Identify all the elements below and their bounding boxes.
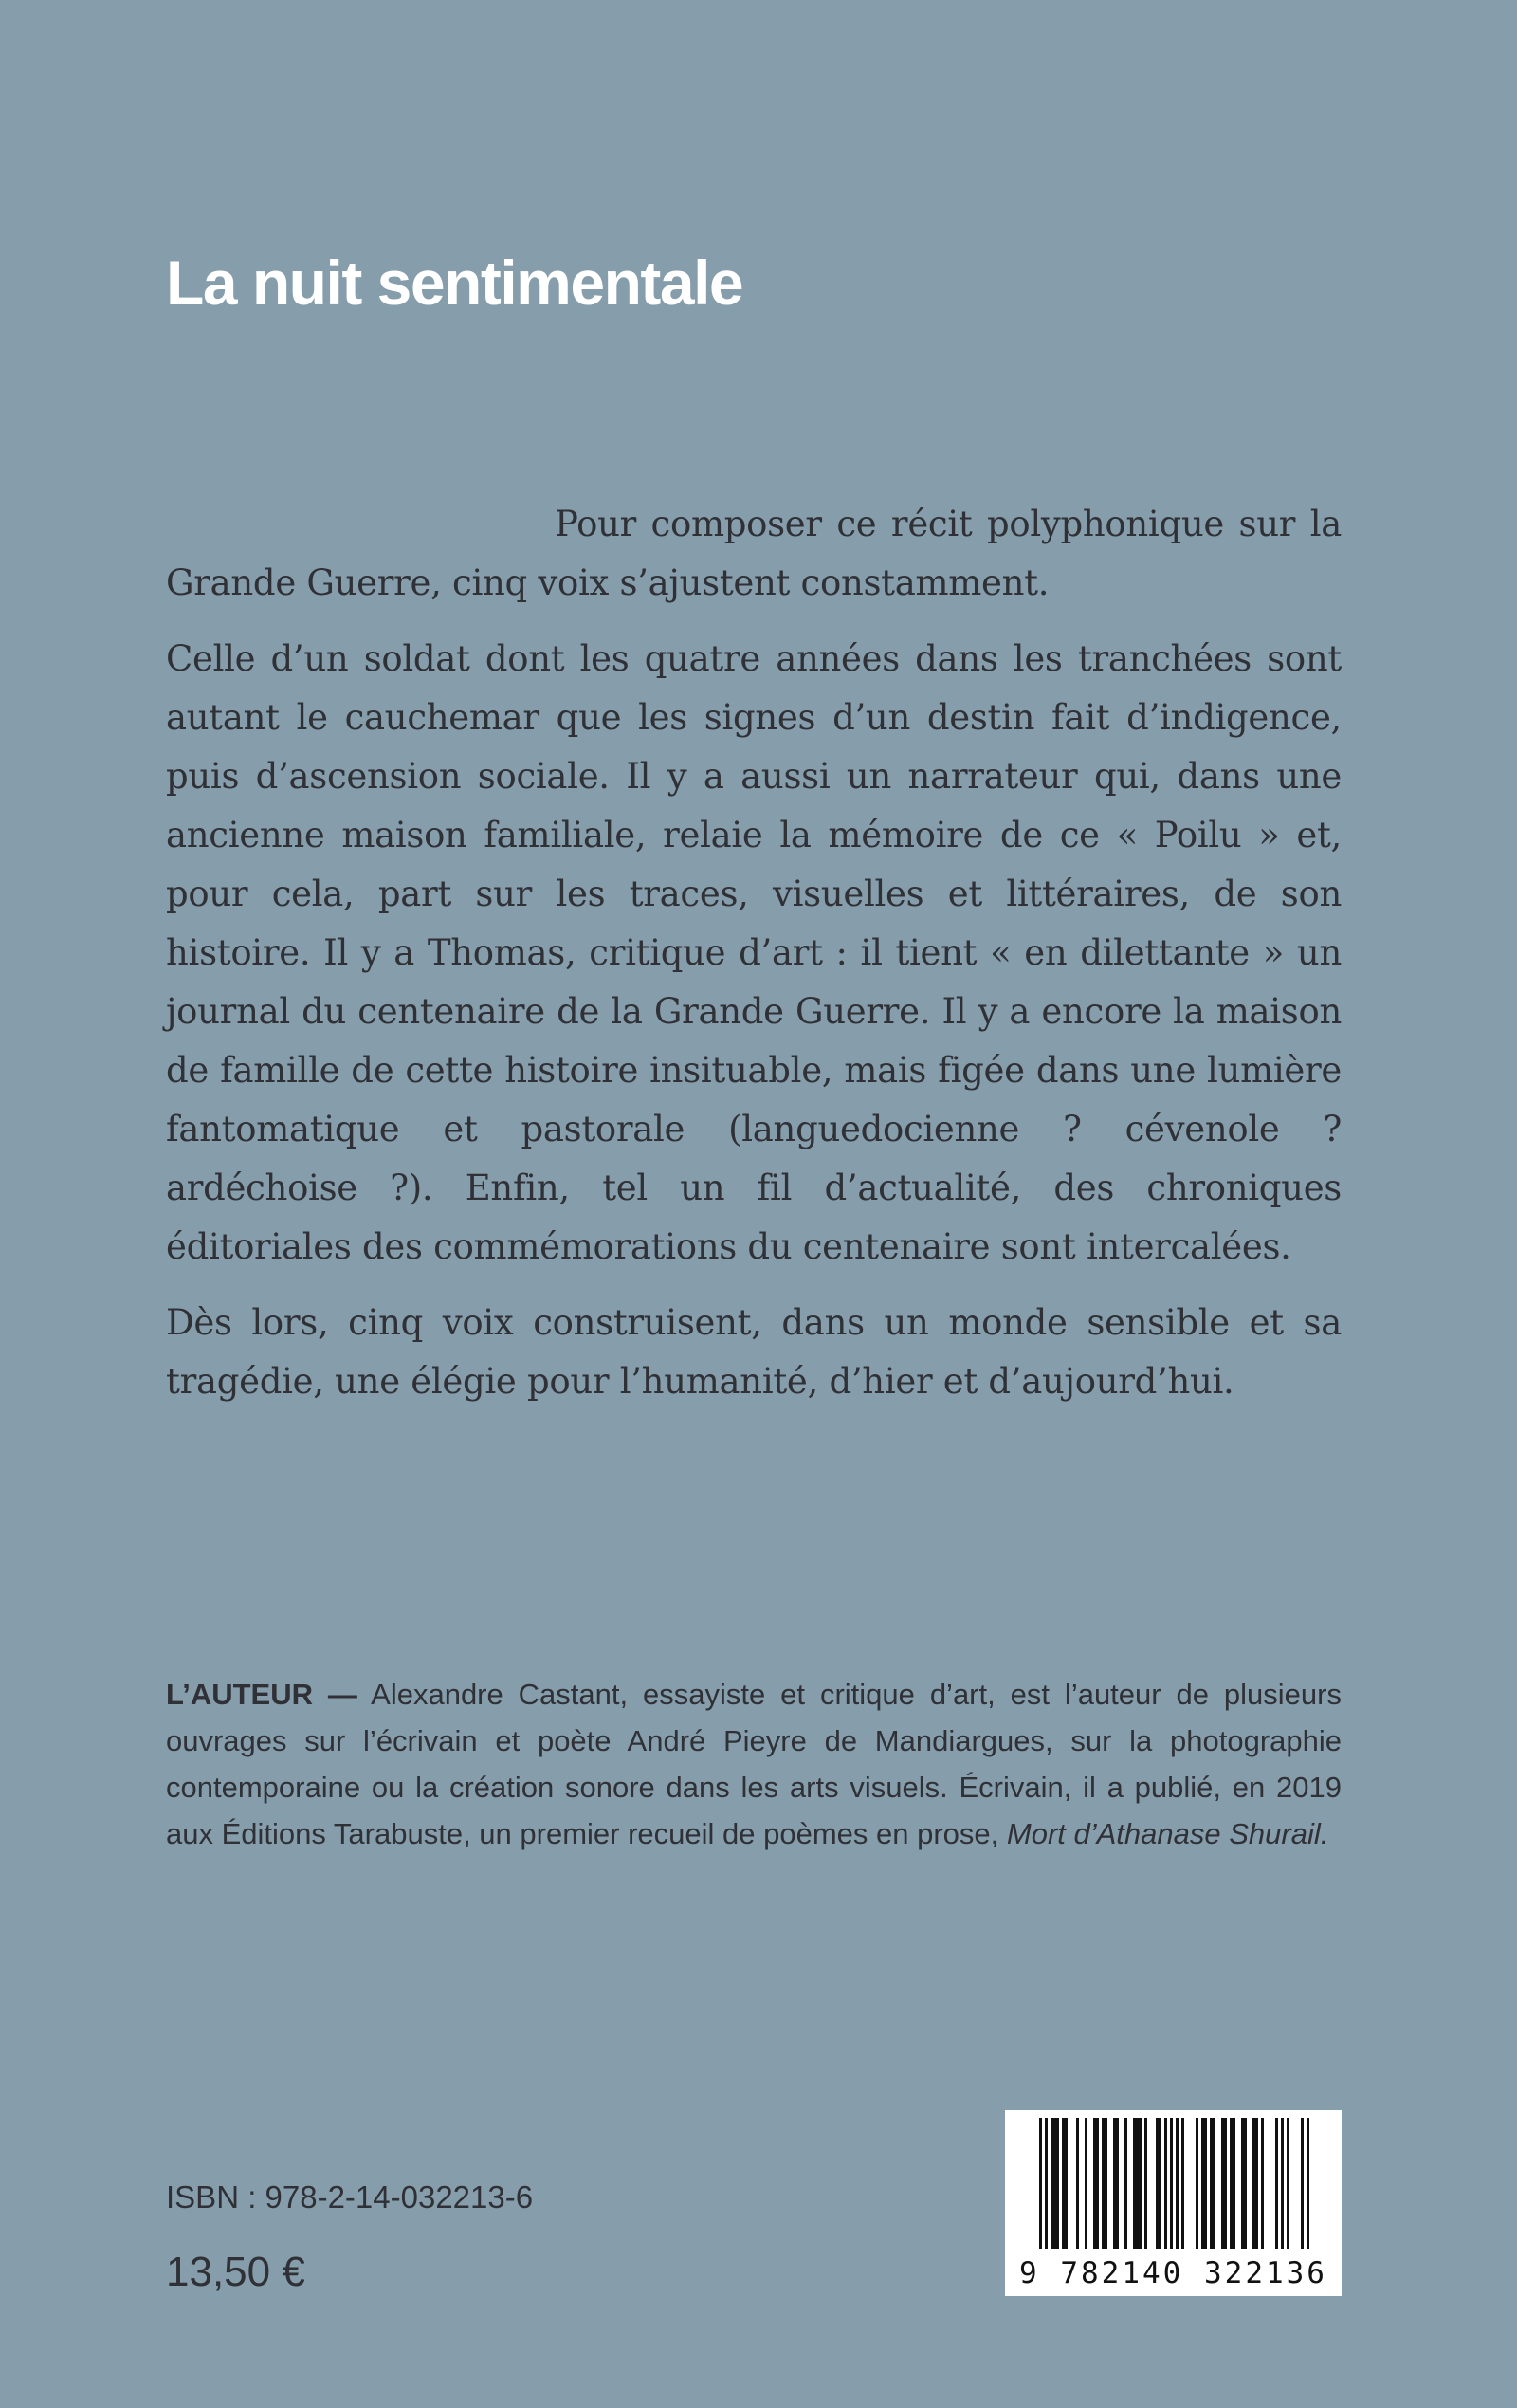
barcode-bar [1255,2118,1258,2249]
barcode-bar [1065,2118,1068,2249]
barcode-bar [1096,2118,1099,2249]
barcode-bar [1244,2118,1247,2249]
barcode-bar [1116,2118,1119,2249]
barcode-bar [1156,2118,1159,2249]
barcode-bar [1051,2118,1053,2249]
barcode-bar [1164,2118,1167,2249]
barcode-bar [1281,2118,1284,2249]
barcode-bar [1159,2118,1161,2249]
blurb-paragraph-3: Dès lors, cinq voix construisent, dans un monde sensible et sa tragédie, une élégie pour l’humanité, d’hier et d’aujourd’hui. [166,1302,1342,1402]
barcode-bar [1252,2118,1255,2249]
barcode-bar [1241,2118,1244,2249]
author-label: L’AUTEUR — [166,1678,357,1711]
author-bio-text: Alexandre Castant, essayiste et critique d’art, est l’auteur de plusieurs ouvrages sur l’écrivain et poète André Pieyre de Mandiargues, sur la photographie contemporaine ou la création sonore dans les arts visuels. Écrivain, il a publié, en 2019 aux Éditions Tarabuste, un premier recueil de poèmes en prose, [166,1678,1342,1850]
barcode-digits: 9 782140 322136 [1019,2256,1327,2290]
barcode-bar [1181,2118,1184,2249]
barcode-bar [1053,2118,1056,2249]
price: 13,50 € [166,2249,305,2295]
barcode-bar [1170,2118,1173,2249]
author-book-title: Mort d’Athanase Shurail. [1006,1817,1329,1850]
barcode [1005,2110,1342,2296]
barcode-bar [1196,2118,1198,2249]
barcode-bar [1230,2118,1233,2249]
barcode-bar [1301,2118,1304,2249]
barcode-bar [1233,2118,1235,2249]
barcode-bar [1102,2118,1105,2249]
barcode-bar [1085,2118,1087,2249]
barcode-bar [1139,2118,1142,2249]
barcode-bar [1210,2118,1213,2249]
barcode-bar [1093,2118,1096,2249]
barcode-bar [1062,2118,1065,2249]
barcode-bar [1176,2118,1179,2249]
blurb-paragraph-2: Celle d’un soldat dont les quatre années dans les tranchées sont autant le cauchemar que les signes d’un destin fait d’indigence, puis d’ascension sociale. Il y a aussi un narrateur qui, dans une ancienne maison familiale, relaie la mémoire de ce « Poilu » et, pour cela, part sur les traces, visuelles et littéraires, de son histoire. Il y a Thomas, critique d’art : il tient « en dilettante » un journal du centenaire de la Grande Guerre. Il y a encore la maison de famille de cette histoire insituable, mais figée dans une lumière fantomatique et pastorale (languedocienne ? cévenole ? ardéchoise ?). Enfin, tel un fil d’actualité, des chroniques éditoriales des commémorations du centenaire sont intercalées. [166,638,1342,1267]
isbn: ISBN : 978-2-14-032213-6 [166,2179,534,2215]
barcode-bar [1221,2118,1224,2249]
barcode-bar [1144,2118,1147,2249]
barcode-bar [1105,2118,1107,2249]
barcode-bar [1201,2118,1204,2249]
barcode-bar [1213,2118,1215,2249]
barcode-bar [1076,2118,1079,2249]
barcode-bar [1261,2118,1264,2249]
barcode-bar [1056,2118,1059,2249]
barcode-bar [1287,2118,1289,2249]
author-bio [166,1671,1342,1857]
barcode-bar [1275,2118,1278,2249]
barcode-bar [1224,2118,1227,2249]
blurb-paragraph-1: Pour composer ce récit polyphonique sur la Grande Guerre, cinq voix s’ajustent constamment. [166,504,1342,603]
book-title: La nuit sentimentale [166,248,743,318]
barcode-bar [1133,2118,1136,2249]
barcode-bar [1136,2118,1139,2249]
barcode-bar [1124,2118,1127,2249]
barcode-bar [1204,2118,1207,2249]
back-cover-blurb [166,495,1342,1428]
barcode-bar [1039,2118,1042,2249]
barcode-bar [1307,2118,1309,2249]
barcode-bar [1113,2118,1116,2249]
barcode-bar [1045,2118,1048,2249]
